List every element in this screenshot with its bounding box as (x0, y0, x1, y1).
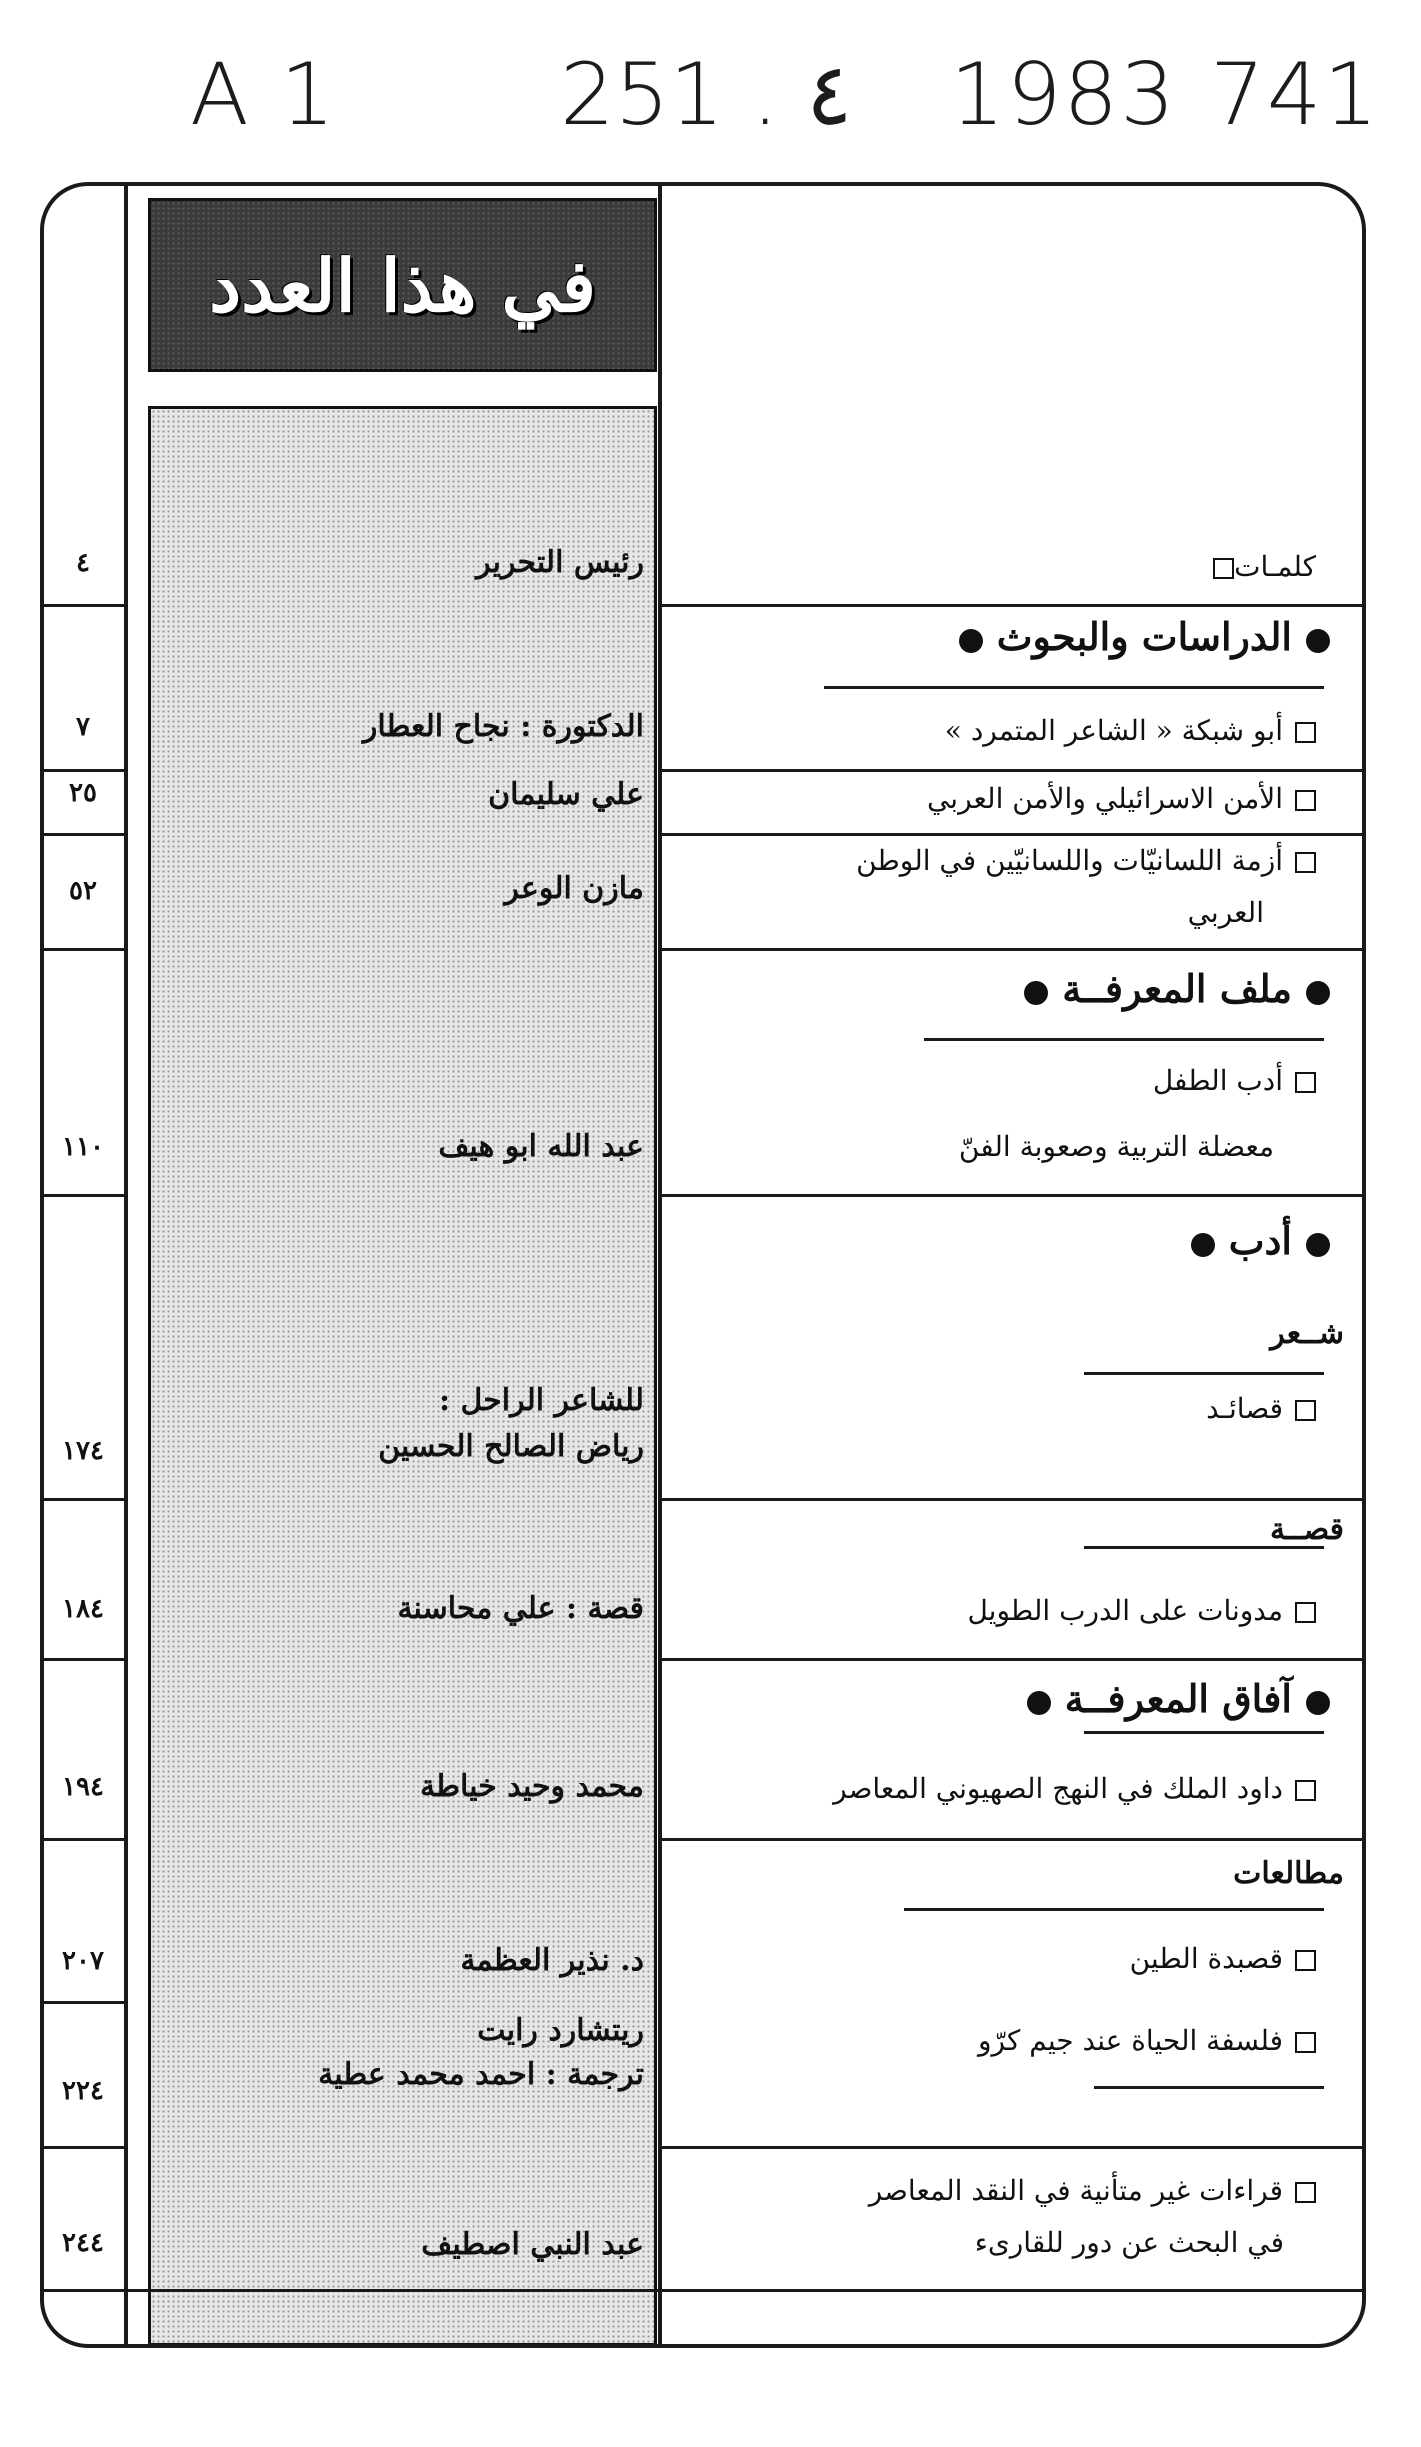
toc-title-cont: العربي (1187, 896, 1264, 929)
handwritten-year: 1983 (950, 45, 1177, 145)
toc-page: ٥٢ (69, 876, 97, 906)
toc-author: علي سليمان (488, 777, 644, 812)
toc-title: أبو شبكة « الشاعر المتمرد » (684, 706, 1316, 756)
checkbox-icon (1295, 1400, 1316, 1421)
toc-author: قصة : علي محاسنة (397, 1591, 644, 1626)
toc-author: عبد الله ابو هيف (438, 1129, 644, 1164)
toc-page: ٢٤٤ (62, 2228, 104, 2258)
toc-page: ١٩٤ (62, 1772, 104, 1802)
toc-author: ترجمة : احمد محمد عطية (318, 2057, 644, 2092)
checkbox-icon (1295, 1072, 1316, 1093)
title-column-divider (658, 186, 662, 2344)
toc-author: ريتشارد رايت (477, 2013, 644, 2048)
bullet-icon (1024, 981, 1048, 1005)
section-heading: أدب (684, 1218, 1344, 1263)
bullet-icon (1306, 1233, 1330, 1257)
toc-author: عبد النبي اصطيف (421, 2227, 644, 2262)
subsection-heading: شــعر (1270, 1316, 1344, 1351)
checkbox-icon (1295, 852, 1316, 873)
toc-title: فلسفة الحياة عند جيم كرّو (684, 2016, 1316, 2066)
toc-author: د. نذير العظمة (460, 1943, 644, 1978)
subsection-heading: قصــة (1269, 1512, 1344, 1547)
toc-author: الدكتورة : نجاح العطار (362, 709, 644, 744)
toc-title-cont: في البحث عن دور للقارىء (974, 2226, 1284, 2259)
toc-title: قصائـد (684, 1384, 1316, 1434)
bullet-icon (959, 629, 983, 653)
toc-title: أزمة اللسانيّات واللسانيّين في الوطن (684, 836, 1316, 886)
header-banner (148, 198, 657, 372)
section-heading: آفاق المعرفــة (684, 1676, 1344, 1721)
header-title: في هذا العدد (209, 242, 596, 328)
toc-page: ٧ (76, 712, 90, 742)
checkbox-icon (1295, 790, 1316, 811)
section-heading: ملف المعرفــة (684, 966, 1344, 1011)
section-heading: الدراسات والبحوث (684, 614, 1344, 659)
toc-author: للشاعر الراحل : (438, 1383, 644, 1418)
toc-title: أدب الطفل (684, 1056, 1316, 1106)
toc-title: الأمن الاسرائيلي والأمن العربي (684, 774, 1316, 824)
handwritten-number: 741 (1210, 45, 1381, 145)
toc-title: داود الملك في النهج الصهيوني المعاصر (684, 1764, 1316, 1814)
handwritten-code: A 1 (190, 45, 337, 145)
subsection-heading: مطالعات (1233, 1856, 1344, 1891)
toc-title-cont: معضلة التربية وصعوبة الفنّ (958, 1130, 1274, 1163)
toc-title: مدونات على الدرب الطويل (684, 1586, 1316, 1636)
toc-author: رياض الصالح الحسين (378, 1429, 644, 1464)
toc-page: ٢٥ (69, 778, 97, 808)
checkbox-icon (1295, 1950, 1316, 1971)
bullet-icon (1306, 1691, 1330, 1715)
toc-author: محمد وحيد خياطة (420, 1769, 644, 1804)
checkbox-icon (1295, 1602, 1316, 1623)
page-column-divider (124, 186, 128, 2344)
toc-page: ١٨٤ (62, 1594, 104, 1624)
toc-author: مازن الوعر (504, 871, 644, 906)
toc-title: قراءات غير متأنية في النقد المعاصر (684, 2166, 1316, 2216)
bullet-icon (1306, 629, 1330, 653)
bullet-icon (1306, 981, 1330, 1005)
toc-page: ٢٠٧ (62, 1946, 104, 1976)
checkbox-icon (1213, 558, 1234, 579)
checkbox-icon (1295, 2032, 1316, 2053)
toc-title: قصبدة الطين (684, 1934, 1316, 1984)
checkbox-icon (1295, 1780, 1316, 1801)
checkbox-icon (1295, 2182, 1316, 2203)
checkbox-icon (1295, 722, 1316, 743)
toc-page: ١١٠ (62, 1132, 104, 1162)
toc-page: ١٧٤ (62, 1436, 104, 1466)
bullet-icon (1027, 1691, 1051, 1715)
handwritten-volume: 251 . ٤ (560, 45, 853, 145)
toc-author: رئيس التحرير (476, 545, 644, 580)
contents-frame (40, 182, 1366, 2348)
toc-title: كلمـات (684, 542, 1316, 592)
bullet-icon (1191, 1233, 1215, 1257)
toc-page: ٢٢٤ (62, 2076, 104, 2106)
toc-page: ٤ (76, 548, 90, 578)
